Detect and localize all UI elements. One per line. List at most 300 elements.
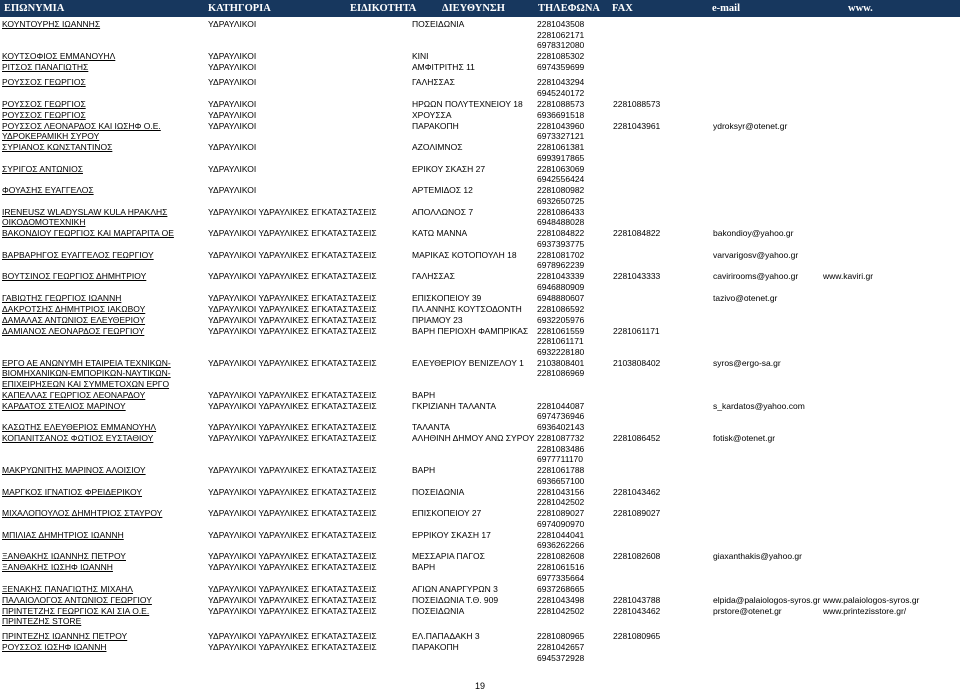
category-cell-line: ΥΔΡΑΥΛΙΚΟΙ xyxy=(208,163,257,174)
header-category: ΚΑΤΗΓΟΡΙΑ xyxy=(208,3,271,14)
address-cell xyxy=(412,595,498,606)
email-cell-line: s_kardatos@yahoo.com xyxy=(713,400,805,411)
category-cell-line: ΥΔΡΑΥΛΙΚΟΙ ΥΔΡΑΥΛΙΚΕΣ ΕΓΚΑΤΑΣΤΑΣΕΙΣ xyxy=(208,433,377,443)
name-cell xyxy=(2,487,142,498)
address-cell xyxy=(412,422,450,433)
fax-cell-line: 2281086452 xyxy=(613,433,661,443)
email-cell[interactable] xyxy=(713,271,798,282)
name-cell-line: ΡΟΥΣΣΟΣ ΓΕΩΡΓΙΟΣ xyxy=(2,98,86,109)
category-cell-line: ΥΔΡΑΥΛΙΚΟΙ ΥΔΡΑΥΛΙΚΕΣ ΕΓΚΑΤΑΣΤΑΣΕΙΣ xyxy=(208,465,377,475)
category-cell-line: ΥΔΡΑΥΛΙΚΟΙ ΥΔΡΑΥΛΙΚΕΣ ΕΓΚΑΤΑΣΤΑΣΕΙΣ xyxy=(208,529,377,540)
address-cell xyxy=(412,487,464,498)
phones-cell xyxy=(537,121,584,142)
address-cell-line: ΚΑΤΩ ΜΑΝΝΑ xyxy=(412,228,468,238)
category-cell xyxy=(208,530,377,541)
address-cell xyxy=(412,304,522,315)
phones-cell-line: 2281061559 xyxy=(537,325,585,336)
phones-cell-line: 2281086969 xyxy=(537,368,585,378)
name-cell xyxy=(2,315,145,326)
phones-cell xyxy=(537,487,584,508)
phones-cell-line: 6978962239 xyxy=(537,260,585,270)
header-phones: ΤΗΛΕΦΩΝΑ xyxy=(538,3,600,14)
address-cell-line: ΕΡΙΚΟΥ ΣΚΑΣΗ 27 xyxy=(412,163,486,174)
address-cell xyxy=(412,358,524,369)
address-cell xyxy=(412,185,473,196)
name-cell-line: ΥΔΡΟΚΕΡΑΜΙΚΗ ΣΥΡΟΥ xyxy=(2,131,100,141)
fax-cell xyxy=(613,228,660,239)
phones-cell xyxy=(537,584,584,595)
phones-cell-line: 2281086433 xyxy=(537,206,585,217)
phones-cell-line: 6945372928 xyxy=(537,652,585,663)
phones-cell-line: 2281082608 xyxy=(537,551,585,561)
fax-cell xyxy=(613,595,660,606)
category-cell-line: ΥΔΡΑΥΛΙΚΟΙ ΥΔΡΑΥΛΙΚΕΣ ΕΓΚΑΤΑΣΤΑΣΕΙΣ xyxy=(208,314,377,325)
name-cell-line: IRENEUSZ WLADYSLAW KULA ΗΡΑΚΛΗΣ xyxy=(2,206,168,217)
name-cell xyxy=(2,77,86,88)
address-cell-line: ΠΛ.ΑΝΝΗΣ ΚΟΥΤΣΟΔΟΝΤΗ xyxy=(412,303,522,314)
category-cell xyxy=(208,293,377,304)
name-cell-line: ΦΟΥΑΣΗΣ ΕΥΑΓΓΕΛΟΣ xyxy=(2,185,94,195)
phones-cell xyxy=(537,293,584,304)
phones-cell xyxy=(537,315,584,326)
address-cell xyxy=(412,606,464,617)
category-cell xyxy=(208,62,256,73)
category-cell-line: ΥΔΡΑΥΛΙΚΟΙ ΥΔΡΑΥΛΙΚΕΣ ΕΓΚΑΤΑΣΤΑΣΕΙΣ xyxy=(208,594,377,605)
phones-cell-line: 6932205976 xyxy=(537,314,585,325)
address-cell-line: ΠΟΣΕΙΔΩΝΙΑ xyxy=(412,605,465,616)
phones-cell-line: 2281044041 xyxy=(537,529,585,540)
phones-cell-line: 6946880909 xyxy=(537,281,585,292)
name-cell xyxy=(2,99,86,110)
phones-cell-line: 2281061171 xyxy=(537,336,584,346)
address-cell-line: ΕΠΙΣΚΟΠΕΙΟΥ 27 xyxy=(412,508,482,518)
address-cell-line: ΜΑΡΙΚΑΣ ΚΟΤΟΠΟΥΛΗ 18 xyxy=(412,249,517,260)
category-cell xyxy=(208,631,377,642)
category-cell xyxy=(208,51,256,62)
fax-cell-line: 2281043462 xyxy=(613,486,661,497)
email-cell[interactable] xyxy=(713,551,802,562)
fax-cell-line: 2103808402 xyxy=(613,357,661,368)
name-cell-line: ΒΙΟΜΗΧΑΝΙΚΩΝ-ΕΜΠΟΡΙΚΩΝ-ΝΑΥΤΙΚΩΝ- xyxy=(2,368,171,378)
phones-cell xyxy=(537,401,584,422)
name-cell-line: ΚΑΠΕΛΛΑΣ ΓΕΩΡΓΙΟΣ ΛΕΟΝΑΡΔΟΥ xyxy=(2,389,146,400)
fax-cell-line: 2281082608 xyxy=(613,551,661,561)
category-cell xyxy=(208,164,256,175)
category-cell-line: ΥΔΡΑΥΛΙΚΟΙ xyxy=(208,185,257,195)
address-cell xyxy=(412,530,491,541)
name-cell xyxy=(2,228,174,239)
phones-cell xyxy=(537,433,584,465)
address-cell-line: ΠΡΙΑΜΟΥ 23 xyxy=(412,314,463,325)
category-cell-line: ΥΔΡΑΥΛΙΚΟΙ ΥΔΡΑΥΛΙΚΕΣ ΕΓΚΑΤΑΣΤΑΣΕΙΣ xyxy=(208,551,377,561)
category-cell-line: ΥΔΡΑΥΛΙΚΟΙ ΥΔΡΑΥΛΙΚΕΣ ΕΓΚΑΤΑΣΤΑΣΕΙΣ xyxy=(208,605,377,616)
address-cell-line: ΠΑΡΑΚΟΠΗ xyxy=(412,642,459,652)
fax-cell xyxy=(613,271,660,282)
header-www: www. xyxy=(848,3,873,14)
phones-cell-line: 2281081702 xyxy=(537,249,585,260)
name-cell xyxy=(2,562,113,573)
category-cell xyxy=(208,99,256,110)
address-cell-line: ΑΜΦΙΤΡΙΤΗΣ 11 xyxy=(412,62,475,72)
email-cell[interactable] xyxy=(713,293,777,304)
name-cell xyxy=(2,142,112,153)
phones-cell xyxy=(537,508,584,529)
address-cell-line: ΓΚΡΙΖΙΑΝΗ ΤΑΛΑΝΤΑ xyxy=(412,400,497,411)
address-cell xyxy=(412,164,485,175)
address-cell xyxy=(412,293,481,304)
phones-cell-line: 2281087732 xyxy=(537,433,585,443)
name-cell xyxy=(2,595,152,606)
name-cell xyxy=(2,326,144,337)
name-cell-line: ΔΑΜΑΛΑΣ ΑΝΤΩΝΙΟΣ ΕΛΕΥΘΕΡΙΟΥ xyxy=(2,314,146,325)
address-cell-line: ΕΠΙΣΚΟΠΕΙΟΥ 39 xyxy=(412,292,482,303)
category-cell xyxy=(208,595,377,606)
address-cell-line: ΗΡΩΩΝ ΠΟΛΥΤΕΧΝΕΙΟΥ 18 xyxy=(412,98,523,109)
category-cell xyxy=(208,304,377,315)
address-cell-line: ΑΠΟΛΛΩΝΟΣ 7 xyxy=(412,206,474,217)
category-cell xyxy=(208,315,377,326)
phones-cell xyxy=(537,606,584,617)
name-cell xyxy=(2,433,153,444)
name-cell xyxy=(2,121,161,142)
category-cell xyxy=(208,433,377,444)
email-cell[interactable] xyxy=(713,595,820,606)
email-cell[interactable] xyxy=(713,433,775,444)
category-cell-line: ΥΔΡΑΥΛΙΚΟΙ ΥΔΡΑΥΛΙΚΕΣ ΕΓΚΑΤΑΣΤΑΣΕΙΣ xyxy=(208,631,377,641)
name-cell xyxy=(2,110,86,121)
phones-cell-line: 2281086592 xyxy=(537,303,585,314)
address-cell-line: ΠΟΣΕΙΔΩΝΙΑ Τ.Θ. 909 xyxy=(412,594,499,605)
phones-cell xyxy=(537,19,584,51)
category-cell xyxy=(208,642,377,653)
address-cell xyxy=(412,271,455,282)
name-cell-line: ΚΟΠΑΝΙΤΣΑΝΟΣ ΦΩΤΙΟΣ ΕΥΣΤΑΘΙΟΥ xyxy=(2,433,154,443)
address-cell-line: ΑΡΤΕΜΙΔΟΣ 12 xyxy=(412,185,473,195)
address-cell-line: ΠΟΣΕΙΔΩΝΙΑ xyxy=(412,486,465,497)
address-cell xyxy=(412,228,467,239)
category-cell xyxy=(208,77,256,88)
phones-cell xyxy=(537,77,584,98)
phones-cell-line: 6937268665 xyxy=(537,583,585,594)
address-cell-line: ΠΟΣΕΙΔΩΝΙΑ xyxy=(412,19,465,29)
phones-cell xyxy=(537,642,584,663)
address-cell-line: ΠΑΡΑΚΟΠΗ xyxy=(412,120,459,131)
phones-cell-line: 2281044087 xyxy=(537,400,585,411)
category-cell-line: ΥΔΡΑΥΛΙΚΟΙ ΥΔΡΑΥΛΙΚΕΣ ΕΓΚΑΤΑΣΤΑΣΕΙΣ xyxy=(208,249,377,260)
name-cell-line: ΜΠΙΛΙΑΣ ΔΗΜΗΤΡΙΟΣ ΙΩΑΝΝΗ xyxy=(2,529,124,540)
email-cell-line: tazivo@otenet.gr xyxy=(713,292,778,303)
phones-cell xyxy=(537,207,584,228)
address-cell xyxy=(412,584,498,595)
header-name: ΕΠΩΝΥΜΙΑ xyxy=(4,3,65,14)
name-cell xyxy=(2,358,171,390)
email-cell[interactable] xyxy=(713,358,781,369)
phones-cell-line: 2281042657 xyxy=(537,642,585,652)
category-cell-line: ΥΔΡΑΥΛΙΚΟΙ ΥΔΡΑΥΛΙΚΕΣ ΕΓΚΑΤΑΣΤΑΣΕΙΣ xyxy=(208,206,377,217)
name-cell-line: ΣΥΡΙΑΝΟΣ ΚΩΝΣΤΑΝΤΙΝΟΣ xyxy=(2,142,113,152)
name-cell xyxy=(2,631,127,642)
name-cell xyxy=(2,51,115,62)
address-cell-line: ΕΛ.ΠΑΠΑΔΑΚΗ 3 xyxy=(412,631,480,641)
phones-cell xyxy=(537,358,584,379)
fax-cell xyxy=(613,433,660,444)
address-cell-line: ΑΛΗΘΙΝΗ ΔΗΜΟΥ ΑΝΩ ΣΥΡΟΥ xyxy=(412,433,535,443)
address-cell-line: ΤΑΛΑΝΤΑ xyxy=(412,422,450,432)
email-cell-line: ydroksyr@otenet.gr xyxy=(713,120,788,131)
www-cell[interactable] xyxy=(823,271,873,282)
phones-cell-line: 6932228180 xyxy=(537,346,585,357)
header-address: ΔΙΕΥΘΥΝΣΗ xyxy=(442,3,505,14)
email-cell-line: fotisk@otenet.gr xyxy=(713,433,776,443)
category-cell xyxy=(208,465,377,476)
name-cell-line: ΕΡΓΟ ΑΕ ΑΝΩΝΥΜΗ ΕΤΑΙΡΕΙΑ ΤΕΧΝΙΚΩΝ- xyxy=(2,357,171,368)
fax-cell xyxy=(613,631,660,642)
phones-cell-line: 6936402143 xyxy=(537,422,585,432)
fax-cell xyxy=(613,358,660,369)
category-cell xyxy=(208,19,256,30)
category-cell xyxy=(208,326,377,337)
www-cell[interactable] xyxy=(823,595,919,606)
category-cell xyxy=(208,551,377,562)
address-cell-line: ΒΑΡΗ xyxy=(412,465,436,475)
address-cell-line: ΜΕΣΣΑΡΙΑ ΠΑΓΟΣ xyxy=(412,551,485,561)
email-cell-line: prstore@otenet.gr xyxy=(713,605,782,616)
phones-cell xyxy=(537,228,584,249)
category-cell-line: ΥΔΡΑΥΛΙΚΟΙ xyxy=(208,62,257,72)
phones-cell-line: 6973327121 xyxy=(537,131,585,141)
address-cell xyxy=(412,642,459,653)
address-cell xyxy=(412,465,435,476)
phones-cell-line: 2281042502 xyxy=(537,497,585,507)
name-cell-line: ΡΙΤΣΟΣ ΠΑΝΑΓΙΩΤΗΣ xyxy=(2,62,89,72)
phones-cell xyxy=(537,271,584,292)
address-cell xyxy=(412,315,463,326)
phones-cell-line: 2281083486 xyxy=(537,443,585,454)
name-cell-line: ΒΑΡΒΑΡΗΓΟΣ ΕΥΑΓΓΕΛΟΣ ΓΕΩΡΓΙΟΥ xyxy=(2,249,154,260)
name-cell-line: ΟΙΚΟΔΟΜΟΤΕΧΝΙΚΗ xyxy=(2,217,86,227)
fax-cell-line: 2281088573 xyxy=(613,98,661,109)
phones-cell-line: 6932650725 xyxy=(537,195,585,206)
category-cell-line: ΥΔΡΑΥΛΙΚΟΙ ΥΔΡΑΥΛΙΚΕΣ ΕΓΚΑΤΑΣΤΑΣΕΙΣ xyxy=(208,303,377,314)
www-cell-line: www.printezisstore.gr/ xyxy=(823,605,907,616)
name-cell-line: ΠΡΙΝΤΕΤΖΗΣ ΓΕΩΡΓΙΟΣ ΚΑΙ ΣΙΑ Ο.Ε. xyxy=(2,605,150,616)
fax-cell xyxy=(613,487,660,498)
name-cell-line: ΞΑΝΘΑΚΗΣ ΙΩΣΗΦ ΙΩΑΝΝΗ xyxy=(2,562,113,572)
category-cell-line: ΥΔΡΑΥΛΙΚΟΙ ΥΔΡΑΥΛΙΚΕΣ ΕΓΚΑΤΑΣΤΑΣΕΙΣ xyxy=(208,389,377,400)
phones-cell xyxy=(537,164,584,185)
email-cell[interactable] xyxy=(713,228,793,239)
phones-cell xyxy=(537,110,584,121)
www-cell[interactable] xyxy=(823,606,906,617)
phones-cell-line: 6993917865 xyxy=(537,152,585,163)
name-cell xyxy=(2,530,124,541)
email-cell[interactable] xyxy=(713,250,798,261)
table-header xyxy=(0,0,960,17)
address-cell xyxy=(412,19,464,30)
category-cell xyxy=(208,390,377,401)
fax-cell xyxy=(613,606,660,617)
name-cell-line: ΓΑΒΙΩΤΗΣ ΓΕΩΡΓΙΟΣ ΙΩΑΝΝΗ xyxy=(2,292,122,303)
phones-cell-line: 2281088573 xyxy=(537,98,585,109)
address-cell xyxy=(412,508,481,519)
email-cell[interactable] xyxy=(713,121,787,132)
address-cell xyxy=(412,51,429,62)
name-cell xyxy=(2,508,162,519)
phones-cell-line: 6974736946 xyxy=(537,411,585,421)
fax-cell xyxy=(613,99,660,110)
address-cell xyxy=(412,99,523,110)
address-cell-line: ΒΑΡΗ xyxy=(412,562,436,572)
phones-cell-line: 2281061381 xyxy=(537,142,585,152)
category-cell-line: ΥΔΡΑΥΛΙΚΟΙ ΥΔΡΑΥΛΙΚΕΣ ΕΓΚΑΤΑΣΤΑΣΕΙΣ xyxy=(208,400,377,411)
name-cell xyxy=(2,271,146,282)
address-cell xyxy=(412,77,455,88)
address-cell-line: ΒΑΡΗ ΠΕΡΙΟΧΗ ΦΑΜΠΡΙΚΑΣ xyxy=(412,325,529,336)
category-cell xyxy=(208,207,377,218)
phones-cell-line: 6977711170 xyxy=(537,454,584,464)
category-cell-line: ΥΔΡΑΥΛΙΚΟΙ ΥΔΡΑΥΛΙΚΕΣ ΕΓΚΑΤΑΣΤΑΣΕΙΣ xyxy=(208,562,377,572)
name-cell-line: ΚΟΥΤΣΟΦΙΟΣ ΕΜΜΑΝΟΥΗΛ xyxy=(2,51,116,61)
phones-cell xyxy=(537,562,584,583)
phones-cell-line: 2281084822 xyxy=(537,228,585,238)
name-cell xyxy=(2,606,149,627)
address-cell xyxy=(412,631,480,642)
phones-cell xyxy=(537,465,584,486)
phones-cell-line: 6936691518 xyxy=(537,109,585,120)
phones-cell-line: 2281080965 xyxy=(537,631,585,641)
address-cell-line: ΑΓΙΩΝ ΑΝΑΡΓΥΡΩΝ 3 xyxy=(412,583,498,594)
address-cell-line: ΕΡΡΙΚΟΥ ΣΚΑΣΗ 17 xyxy=(412,529,491,540)
header-email: e-mail xyxy=(712,3,740,14)
category-cell-line: ΥΔΡΑΥΛΙΚΟΙ xyxy=(208,142,257,152)
category-cell xyxy=(208,606,377,617)
address-cell-line: ΒΑΡΗ xyxy=(412,389,436,400)
name-cell-line: ΒΑΚΟΝΔΙΟΥ ΓΕΩΡΓΙΟΣ ΚΑΙ ΜΑΡΓΑΡΙΤΑ ΟΕ xyxy=(2,228,174,238)
name-cell-line: ΞΕΝΑΚΗΣ ΠΑΝΑΓΙΩΤΗΣ ΜΙΧΑΗΛ xyxy=(2,583,133,594)
header-fax: FAX xyxy=(612,3,633,14)
name-cell xyxy=(2,401,126,412)
name-cell xyxy=(2,422,156,433)
fax-cell xyxy=(613,508,660,519)
category-cell-line: ΥΔΡΑΥΛΙΚΟΙ ΥΔΡΑΥΛΙΚΕΣ ΕΓΚΑΤΑΣΤΑΣΕΙΣ xyxy=(208,486,377,497)
phones-cell-line: 6974359699 xyxy=(537,62,585,72)
name-cell xyxy=(2,304,145,315)
address-cell-line: ΑΖΟΛΙΜΝΟΣ xyxy=(412,142,463,152)
fax-cell-line: 2281043788 xyxy=(613,594,661,605)
category-cell xyxy=(208,185,256,196)
address-cell xyxy=(412,401,496,412)
fax-cell xyxy=(613,326,660,337)
category-cell xyxy=(208,487,377,498)
address-cell xyxy=(412,326,528,337)
category-cell xyxy=(208,250,377,261)
name-cell-line: ΡΟΥΣΣΟΣ ΛΕΟΝΑΡΔΟΣ ΚΑΙ ΙΩΣΗΦ Ο.Ε. xyxy=(2,120,161,131)
address-cell xyxy=(412,562,435,573)
name-cell-line: ΡΟΥΣΣΟΣ ΓΕΩΡΓΙΟΣ xyxy=(2,77,86,87)
phones-cell xyxy=(537,185,584,206)
name-cell-line: ΚΑΣΩΤΗΣ ΕΛΕΥΘΕΡΙΟΣ ΕΜΜΑΝΟΥΗΛ xyxy=(2,422,157,432)
name-cell-line: ΕΠΙΧΕΙΡΗΣΕΩΝ ΚΑΙ ΣΥΜΜΕΤΟΧΩΝ ΕΡΓΟ xyxy=(2,378,170,389)
phones-cell-line: 2281043498 xyxy=(537,594,585,605)
address-cell-line: ΕΛΕΥΘΕΡΙΟΥ ΒΕΝΙΖΕΛΟΥ 1 xyxy=(412,357,524,368)
phones-cell-line: 2281080982 xyxy=(537,185,585,195)
category-cell-line: ΥΔΡΑΥΛΙΚΟΙ ΥΔΡΑΥΛΙΚΕΣ ΕΓΚΑΤΑΣΤΑΣΕΙΣ xyxy=(208,583,377,594)
address-cell xyxy=(412,433,534,444)
name-cell-line: ΒΟΥΤΣΙΝΟΣ ΓΕΩΡΓΙΟΣ ΔΗΜΗΤΡΙΟΥ xyxy=(2,271,147,281)
name-cell xyxy=(2,465,146,476)
phones-cell-line: 6936262266 xyxy=(537,540,585,550)
name-cell-line: ΠΑΛΑΙΟΛΟΓΟΣ ΑΝΤΩΝΙΟΣ ΓΕΩΡΓΙΟΥ xyxy=(2,594,152,605)
category-cell-line: ΥΔΡΑΥΛΙΚΟΙ xyxy=(208,109,257,120)
phones-cell-line: 2281043156 xyxy=(537,486,585,497)
name-cell-line: ΣΥΡΙΓΟΣ ΑΝΤΩΝΙΟΣ xyxy=(2,163,83,174)
email-cell-line: elpida@palaiologos-syros.gr xyxy=(713,594,821,605)
phones-cell-line: 2281089027 xyxy=(537,508,585,518)
name-cell xyxy=(2,185,94,196)
phones-cell-line: 6974090970 xyxy=(537,518,585,529)
fax-cell-line: 2281043462 xyxy=(613,605,661,616)
category-cell-line: ΥΔΡΑΥΛΙΚΟΙ xyxy=(208,77,257,87)
phones-cell-line: 2281085302 xyxy=(537,51,585,61)
name-cell-line: ΚΑΡΔΑΤΟΣ ΣΤΕΛΙΟΣ ΜΑΡΙΝΟΥ xyxy=(2,400,126,411)
email-cell[interactable] xyxy=(713,401,805,412)
address-cell xyxy=(412,551,485,562)
phones-cell xyxy=(537,631,584,642)
phones-cell-line: 6948880607 xyxy=(537,292,585,303)
phones-cell-line: 2281061788 xyxy=(537,465,585,475)
phones-cell-line: 6945240172 xyxy=(537,87,585,98)
fax-cell-line: 2281080965 xyxy=(613,631,661,641)
category-cell xyxy=(208,401,377,412)
address-cell-line: ΧΡΟΥΣΣΑ xyxy=(412,109,452,120)
email-cell-line: giaxanthakis@yahoo.gr xyxy=(713,551,802,561)
address-cell xyxy=(412,121,459,132)
fax-cell-line: 2281061171 xyxy=(613,325,660,336)
phones-cell-line: 6936657100 xyxy=(537,475,585,486)
phones-cell xyxy=(537,551,584,562)
phones-cell xyxy=(537,51,584,62)
email-cell[interactable] xyxy=(713,606,782,617)
name-cell xyxy=(2,551,126,562)
address-cell-line: ΓΑΛΗΣΣΑΣ xyxy=(412,77,455,87)
fax-cell xyxy=(613,551,660,562)
phones-cell-line: 2281043960 xyxy=(537,120,585,131)
address-cell-line: ΚΙΝΙ xyxy=(412,51,429,61)
address-cell xyxy=(412,110,452,121)
phones-cell-line: 2103808401 xyxy=(537,357,585,368)
fax-cell-line: 2281089027 xyxy=(613,508,661,518)
category-cell-line: ΥΔΡΑΥΛΙΚΟΙ ΥΔΡΑΥΛΙΚΕΣ ΕΓΚΑΤΑΣΤΑΣΕΙΣ xyxy=(208,271,377,281)
category-cell xyxy=(208,121,256,132)
category-cell xyxy=(208,142,256,153)
name-cell xyxy=(2,584,133,595)
phones-cell-line: 2281061516 xyxy=(537,562,585,572)
category-cell xyxy=(208,110,256,121)
address-cell xyxy=(412,142,462,153)
address-cell xyxy=(412,62,475,73)
fax-cell-line: 2281084822 xyxy=(613,228,661,238)
phones-cell-line: 6937393775 xyxy=(537,238,585,249)
category-cell-line: ΥΔΡΑΥΛΙΚΟΙ ΥΔΡΑΥΛΙΚΕΣ ΕΓΚΑΤΑΣΤΑΣΕΙΣ xyxy=(208,508,377,518)
phones-cell-line: 2281063069 xyxy=(537,163,585,174)
category-cell-line: ΥΔΡΑΥΛΙΚΟΙ xyxy=(208,51,257,61)
category-cell-line: ΥΔΡΑΥΛΙΚΟΙ xyxy=(208,19,257,29)
phones-cell xyxy=(537,422,584,433)
fax-cell-line: 2281043333 xyxy=(613,271,661,281)
email-cell-line: cavirirooms@yahoo.gr xyxy=(713,271,799,281)
category-cell xyxy=(208,508,377,519)
category-cell-line: ΥΔΡΑΥΛΙΚΟΙ ΥΔΡΑΥΛΙΚΕΣ ΕΓΚΑΤΑΣΤΑΣΕΙΣ xyxy=(208,422,377,432)
